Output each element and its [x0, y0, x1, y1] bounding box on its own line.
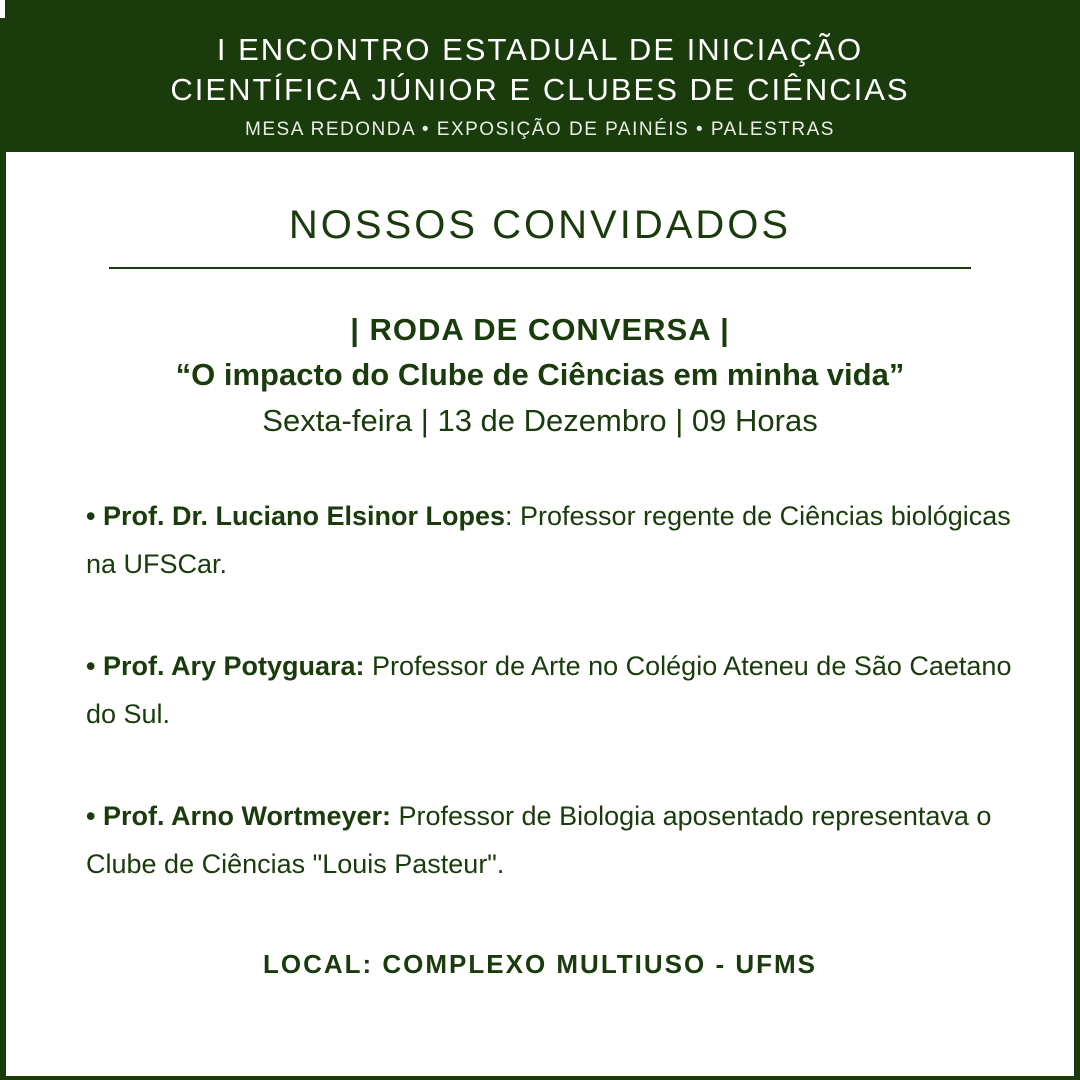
corner-mark [0, 0, 5, 18]
guest-description: Professor de Arte no Colégio Ateneu de São Caetano do Sul. [86, 651, 1012, 729]
title-divider [109, 267, 971, 269]
event-title-line-2: CIENTÍFICA JÚNIOR E CLUBES DE CIÊNCIAS [170, 72, 910, 107]
event-subtitle: MESA REDONDA • EXPOSIÇÃO DE PAINÉIS • PALESTRAS [245, 119, 835, 140]
guest-description: Professor de Biologia aposentado representava o Clube de Ciências "Louis Pasteur". [86, 801, 992, 879]
event-schedule: Sexta-feira | 13 de Dezembro | 09 Horas [262, 403, 818, 438]
event-location: LOCAL: COMPLEXO MULTIUSO - UFMS [262, 949, 818, 979]
event-header [0, 0, 1080, 152]
event-title-line-1: I ENCONTRO ESTADUAL DE INICIAÇÃO [216, 32, 864, 67]
content-card [6, 152, 1074, 1076]
guest-name: • Prof. Dr. Luciano Elsinor Lopes [86, 501, 506, 531]
section-title: NOSSOS CONVIDADOS [288, 203, 792, 247]
guest-item [86, 792, 1036, 888]
guest-item [86, 492, 1036, 588]
guest-description: : Professor regente de Ciências biológicas na UFSCar. [86, 501, 1011, 579]
guest-name: • Prof. Ary Potyguara: [86, 651, 365, 681]
guest-name: • Prof. Arno Wortmeyer: [86, 801, 391, 831]
event-type: | RODA DE CONVERSA | [350, 312, 730, 347]
event-theme: “O impacto do Clube de Ciências em minha vida” [175, 357, 905, 392]
guest-item [86, 642, 1036, 738]
event-title [0, 30, 1080, 110]
event-info [6, 308, 1074, 444]
